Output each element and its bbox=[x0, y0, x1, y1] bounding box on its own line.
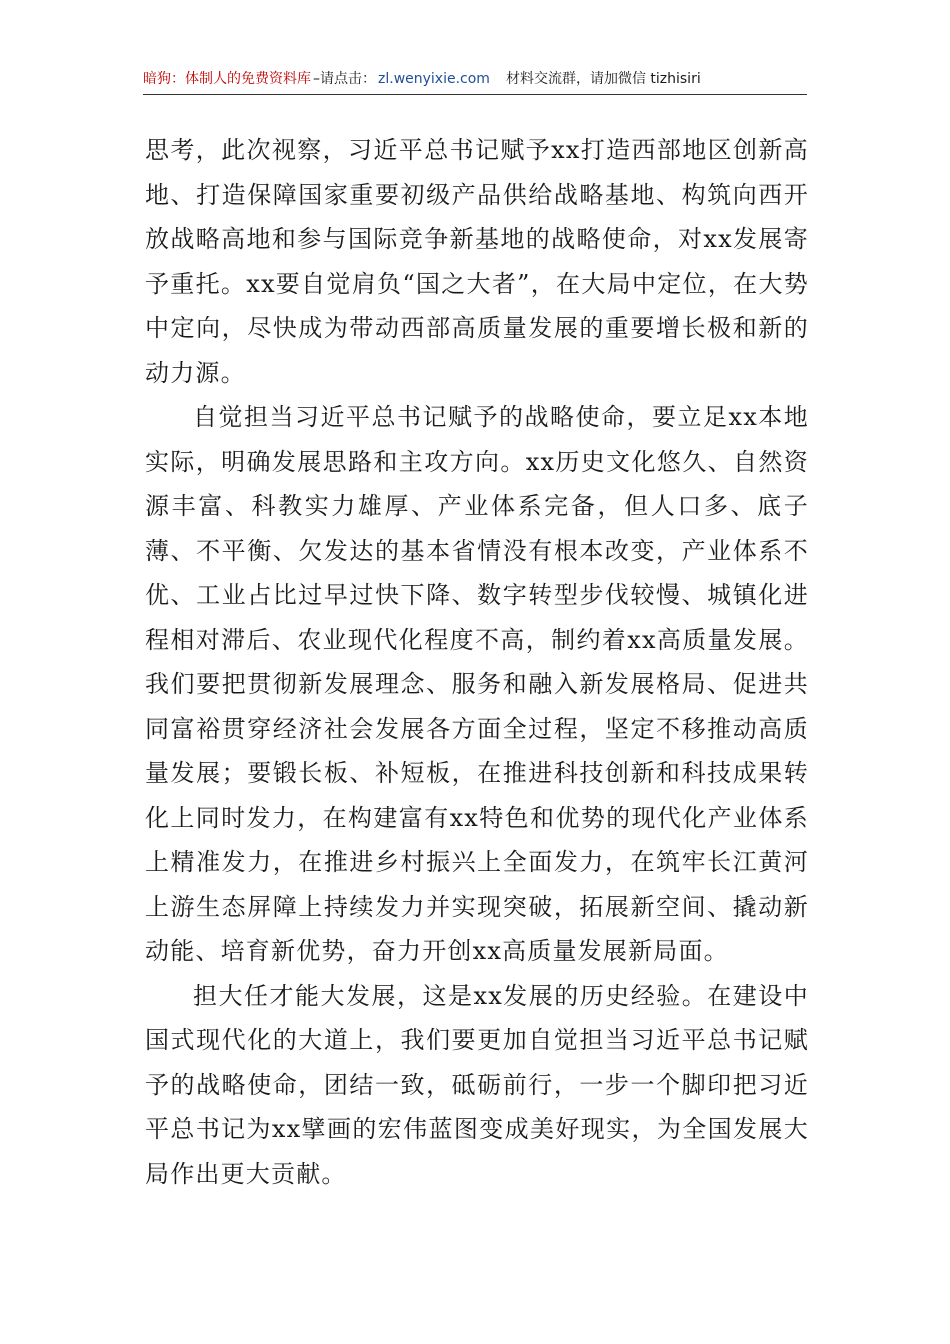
page-header bbox=[143, 68, 807, 95]
document-body bbox=[145, 128, 809, 1196]
header-site-link[interactable]: zl.wenyixie.com bbox=[378, 71, 490, 87]
paragraph: 自觉担当习近平总书记赋予的战略使命，要立足xx本地实际，明确发展思路和主攻方向。xx历史文化悠久、自然资源丰富、科教实力雄厚、产业体系完备，但人口多、底子薄、不平衡、欠发达的基本省情没有根本改变，产业体系不优、工业占比过早过快下降、数字转型步伐较慢、城镇化进程相对滞后、农业现代化程度不高，制约着xx高质量发展。我们要把贯彻新发展理念、服务和融入新发展格局、促进共同富裕贯穿经济社会发展各方面全过程，坚定不移推动高质量发展；要锻长板、补短板，在推进科技创新和科技成果转化上同时发力，在构建富有xx特色和优势的现代化产业体系上精准发力，在推进乡村振兴上全面发力，在筑牢长江黄河上游生态屏障上持续发力并实现突破，拓展新空间、撬动新动能、培育新优势，奋力开创xx高质量发展新局面。 bbox=[145, 403, 809, 965]
paragraph-continued: 思考，此次视察，习近平总书记赋予xx打造西部地区创新高地、打造保障国家重要初级产品供给战略基地、构筑向西开放战略高地和参与国际竞争新基地的战略使命，对xx发展寄予重托。xx要自觉肩负“国之大者”，在大局中定位，在大势中定向，尽快成为带动西部高质量发展的重要增长极和新的动力源。 bbox=[145, 136, 809, 387]
paragraph: 担大任才能大发展，这是xx发展的历史经验。在建设中国式现代化的大道上，我们要更加自觉担当习近平总书记赋予的战略使命，团结一致，砥砺前行，一步一个脚印把习近平总书记为xx擘画的宏伟蓝图变成美好现实，为全国发展大局作出更大贡献。 bbox=[145, 981, 809, 1188]
header-wechat-note: 材料交流群，请加微信 tizhisiri bbox=[505, 71, 701, 87]
header-click-prompt: –请点击： bbox=[313, 71, 376, 87]
header-brand: 暗狗：体制人的免费资料库 bbox=[143, 71, 311, 87]
